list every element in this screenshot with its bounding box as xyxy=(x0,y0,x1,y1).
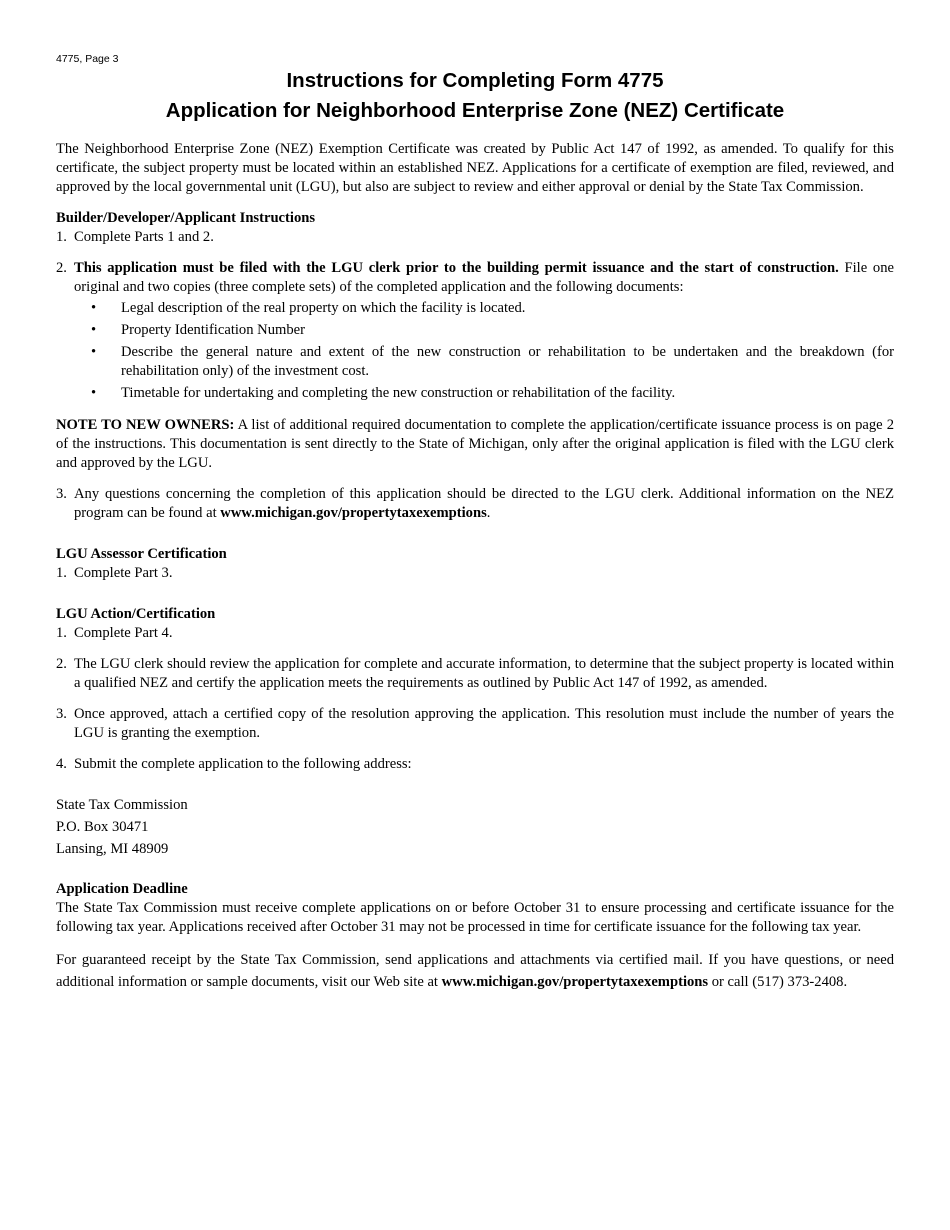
closing-end: or call (517) 373-2408. xyxy=(708,974,848,990)
item-text: Complete Part 4. xyxy=(74,625,173,641)
item-number: 3. xyxy=(56,486,67,502)
item-3-end: . xyxy=(486,505,491,521)
deadline-paragraph: The State Tax Commission must receive complete applications on or before October 31 to ensure processing and certificate issuance for the following tax year. Applications received after October 31 may not be processed in time for certificate issuance for the following tax year. xyxy=(56,900,894,935)
item-text: Complete Part 3. xyxy=(74,565,173,581)
address-line: State Tax Commission xyxy=(56,797,188,813)
builder-item-1 xyxy=(56,228,894,247)
document-page xyxy=(56,53,894,993)
item-text: Once approved, attach a certified copy of the resolution approving the application. This resolution must include the number of years the LGU is granting the exemption. xyxy=(74,706,894,741)
list-item xyxy=(74,384,894,403)
bullet-icon: • xyxy=(91,300,97,316)
item-text: Complete Parts 1 and 2. xyxy=(74,229,214,245)
note-to-new-owners xyxy=(56,416,894,473)
item-text xyxy=(74,485,894,523)
intro-paragraph: The Neighborhood Enterprise Zone (NEZ) Exemption Certificate was created by Public Act 147 of 1992, as amended. To qualify for this certificate, the subject property must be located within an established NEZ. Applications for a certificate of exemption are filed, reviewed, and approved by the local governmental unit (LGU), but also are subject to review and either approval or denial by the State Tax Commission. xyxy=(56,141,894,195)
action-item-1 xyxy=(56,624,894,643)
action-item-4 xyxy=(56,755,894,774)
page-number: 4775, Page 3 xyxy=(56,53,119,65)
address-line: Lansing, MI 48909 xyxy=(56,841,169,857)
item-number: 1. xyxy=(56,229,67,245)
bullet-icon: • xyxy=(91,385,97,401)
item-number: 2. xyxy=(56,260,67,276)
action-heading: LGU Action/Certification xyxy=(56,606,216,622)
builder-heading: Builder/Developer/Applicant Instructions xyxy=(56,210,316,226)
bullet-text: Timetable for undertaking and completing the new construction or rehabilitation of the facility. xyxy=(121,385,676,401)
item-3-text: Any questions concerning the completion of this application should be directed to the LGU clerk. Additional information on the NEZ program can be found at xyxy=(74,486,894,521)
website-link[interactable]: www.michigan.gov/propertytaxexemptions xyxy=(441,974,709,990)
builder-item-3 xyxy=(56,485,894,523)
item-text: Submit the complete application to the following address: xyxy=(74,756,412,772)
item-rest-text: File one original and two copies (three complete sets) of the completed application and the following documents: xyxy=(74,260,894,295)
closing-paragraph xyxy=(56,949,894,993)
bullet-text: Property Identification Number xyxy=(121,322,305,338)
closing-text: For guaranteed receipt by the State Tax Commission, send applications and attachments via certified mail. If you have questions, or need additional information or sample documents, visit our Web site at xyxy=(56,952,894,990)
item-number: 1. xyxy=(56,625,67,641)
action-item-2 xyxy=(56,655,894,693)
list-item xyxy=(74,343,894,381)
bullet-icon: • xyxy=(91,322,97,338)
item-bold-text: This application must be filed with the LGU clerk prior to the building permit issuance and the start of construction. xyxy=(74,260,839,276)
item-text xyxy=(74,259,894,297)
note-text: A list of additional required documentation to complete the application/certificate issuance process is on page 2 of the instructions. This documentation is sent directly to the State of Michigan, only after the original application is filed with the LGU clerk and approved by the LGU. xyxy=(56,417,894,471)
item-number: 4. xyxy=(56,756,67,772)
assessor-heading: LGU Assessor Certification xyxy=(56,546,227,562)
item-text: The LGU clerk should review the application for complete and accurate information, to determine that the subject property is located within a qualified NEZ and certify the application meets the requirements as outlined by Public Act 147 of 1992, as amended. xyxy=(74,656,894,691)
item-number: 3. xyxy=(56,706,67,722)
mailing-address xyxy=(56,794,894,860)
item-number: 1. xyxy=(56,565,67,581)
deadline-heading: Application Deadline xyxy=(56,881,188,897)
note-label: NOTE TO NEW OWNERS: xyxy=(56,417,235,433)
website-link[interactable]: www.michigan.gov/propertytaxexemptions xyxy=(220,505,487,521)
action-item-3 xyxy=(56,705,894,743)
address-line: P.O. Box 30471 xyxy=(56,819,149,835)
list-item xyxy=(74,299,894,318)
assessor-item-1 xyxy=(56,564,894,583)
item-number: 2. xyxy=(56,656,67,672)
builder-item-2 xyxy=(56,259,894,297)
document-bullet-list xyxy=(74,299,894,403)
page-subtitle: Application for Neighborhood Enterprise Zone (NEZ) Certificate xyxy=(165,99,785,122)
bullet-text: Legal description of the real property on which the facility is located. xyxy=(121,300,526,316)
page-title: Instructions for Completing Form 4775 xyxy=(286,69,664,92)
bullet-icon: • xyxy=(91,344,97,360)
list-item xyxy=(74,321,894,340)
bullet-text: Describe the general nature and extent of the new construction or rehabilitation to be undertaken and the breakdown (for rehabilitation only) of the investment cost. xyxy=(121,344,894,379)
